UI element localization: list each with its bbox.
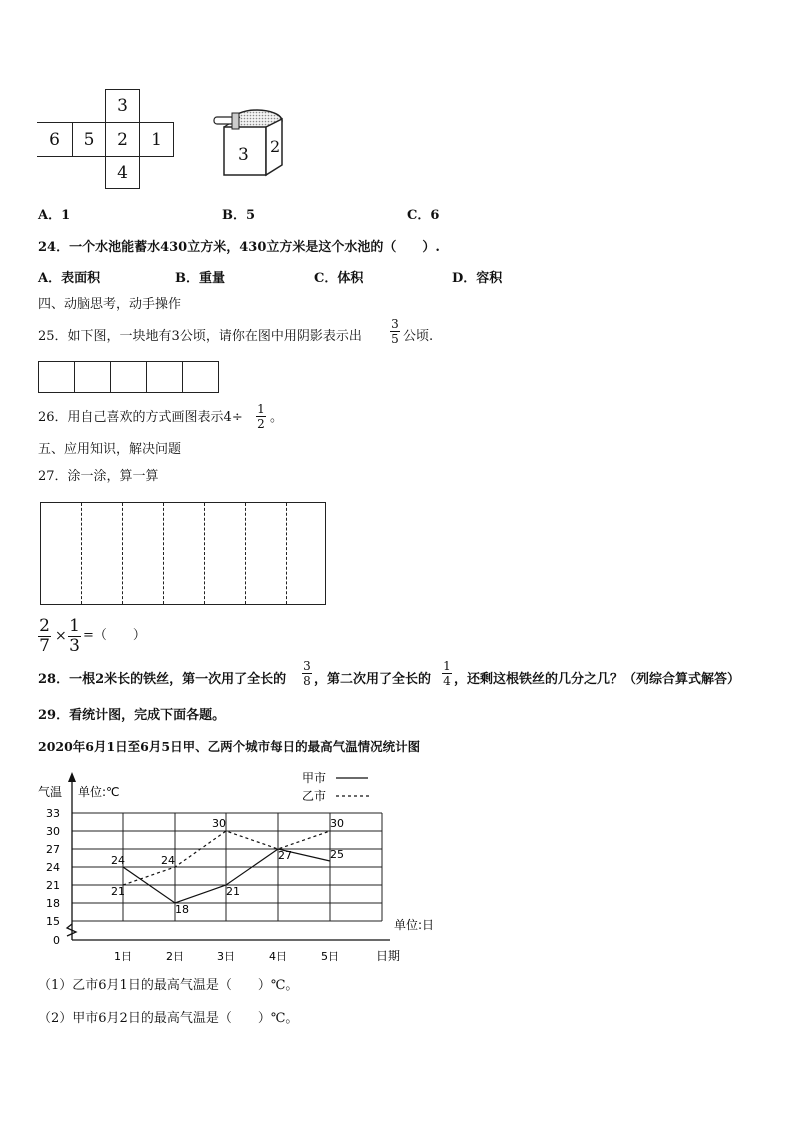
y-tick-label: 0: [53, 934, 60, 947]
data-label: 27: [278, 849, 292, 862]
x-axis-unit: 单位:日: [394, 918, 435, 932]
q23-option-b: B．5: [222, 208, 256, 223]
q24-question: 24．一个水池能蓄水430立方米，430立方米是这个水池的（ ）.: [38, 240, 440, 255]
legend-label: 甲市: [302, 771, 327, 785]
q27-answer-blank: =（ ）: [83, 628, 146, 643]
data-label: 24: [111, 854, 125, 867]
q26-text-after: 。: [270, 410, 284, 425]
data-label: 21: [111, 885, 125, 898]
q27-divider: [81, 503, 82, 604]
q28-part-3: ，还剩这根铁丝的几分之几？（列综合算式解答）: [454, 672, 741, 687]
q26-text-before: 26．用自己喜欢的方式画图表示4÷: [38, 410, 243, 425]
q27-divider: [163, 503, 164, 604]
x-tick-label: 1日: [114, 950, 132, 963]
q24-option-d: D．容积: [452, 271, 503, 286]
cube-front-label: 3: [238, 145, 249, 165]
section-4-heading: 四、动脑思考，动手操作: [38, 297, 182, 312]
chart-svg: [30, 768, 450, 968]
net-face-center: 2: [105, 122, 140, 157]
data-label: 24: [161, 854, 175, 867]
data-label: 18: [175, 903, 189, 916]
x-tick-label: 4日: [269, 950, 287, 963]
net-face-left-outer: 6: [37, 122, 73, 157]
q25-text-after: 公顷.: [403, 329, 434, 344]
x-tick-label: 2日: [166, 950, 184, 963]
q25-grid-cell: [74, 361, 111, 393]
q25-grid-cell: [182, 361, 219, 393]
q25-fraction: 3 5: [391, 317, 399, 346]
q29-title: 29．看统计图，完成下面各题。: [38, 708, 226, 723]
q28-fraction-1: 3 8: [303, 659, 311, 688]
y-tick-label: 33: [46, 807, 60, 820]
q28-fraction-2: 1 4: [443, 659, 451, 688]
net-face-left-inner: 5: [72, 122, 106, 157]
q27-rectangle: [40, 502, 326, 605]
x-tick-label: 5日: [321, 950, 339, 963]
q25-grid-cell: [38, 361, 75, 393]
q29-subquestion-1: （1）乙市6月1日的最高气温是（ ）℃。: [38, 978, 299, 993]
q23-option-a: A．1: [38, 208, 71, 223]
y-tick-label: 18: [46, 897, 60, 910]
q27-fraction-1: 2 7: [39, 616, 50, 656]
q27-divider: [204, 503, 205, 604]
q28-part-2: ，第二次用了全长的: [314, 672, 432, 687]
net-face-right: 1: [139, 122, 174, 157]
q27-divider: [122, 503, 123, 604]
y-tick-label: 30: [46, 825, 60, 838]
grid-spacer: [30, 768, 252, 813]
y-tick-label: 15: [46, 915, 60, 928]
q25-text-before: 25．如下图，一块地有3公顷，请你在图中用阴影表示出: [38, 329, 362, 344]
q23-option-c: C．6: [407, 208, 440, 223]
y-axis-title: 气温: [38, 785, 63, 799]
data-label: 21: [226, 885, 240, 898]
section-5-heading: 五、应用知识，解决问题: [38, 442, 182, 457]
x-axis-title: 日期: [376, 949, 401, 963]
q27-divider: [286, 503, 287, 604]
y-axis-arrow: [68, 772, 76, 782]
legend-label: 乙市: [302, 789, 327, 803]
x-tick-label: 3日: [217, 950, 235, 963]
q24-option-b: B．重量: [175, 271, 225, 286]
q27-fraction-2: 1 3: [69, 616, 80, 656]
net-face-top: 3: [105, 89, 140, 123]
q24-option-a: A．表面积: [38, 271, 101, 286]
cube-drawing: [210, 105, 300, 180]
y-tick-label: 27: [46, 843, 60, 856]
chart-title: 2020年6月1日至6月5日甲、乙两个城市每日的最高气温情况统计图: [38, 739, 421, 754]
y-axis-unit: 单位:℃: [78, 785, 120, 799]
data-label: 30: [330, 817, 344, 830]
data-label: 25: [330, 848, 344, 861]
q29-subquestion-2: （2）甲市6月2日的最高气温是（ ）℃。: [38, 1011, 299, 1026]
temperature-line-chart: [30, 768, 450, 968]
y-tick-label: 21: [46, 879, 60, 892]
q25-grid-cell: [110, 361, 147, 393]
data-label: 30: [212, 817, 226, 830]
q28-part-1: 28．一根2米长的铁丝，第一次用了全长的: [38, 672, 287, 687]
cube-side-label: 2: [270, 137, 281, 156]
q27-divider: [245, 503, 246, 604]
q27-title: 27．涂一涂，算一算: [38, 469, 159, 484]
y-tick-label: 24: [46, 861, 60, 874]
q25-grid-cell: [146, 361, 183, 393]
q24-option-c: C．体积: [314, 271, 364, 286]
q26-fraction: 1 2: [257, 402, 265, 431]
net-face-bottom: 4: [105, 156, 140, 189]
q27-operator: ×: [55, 628, 67, 644]
cube-with-brush-icon: [210, 105, 300, 180]
